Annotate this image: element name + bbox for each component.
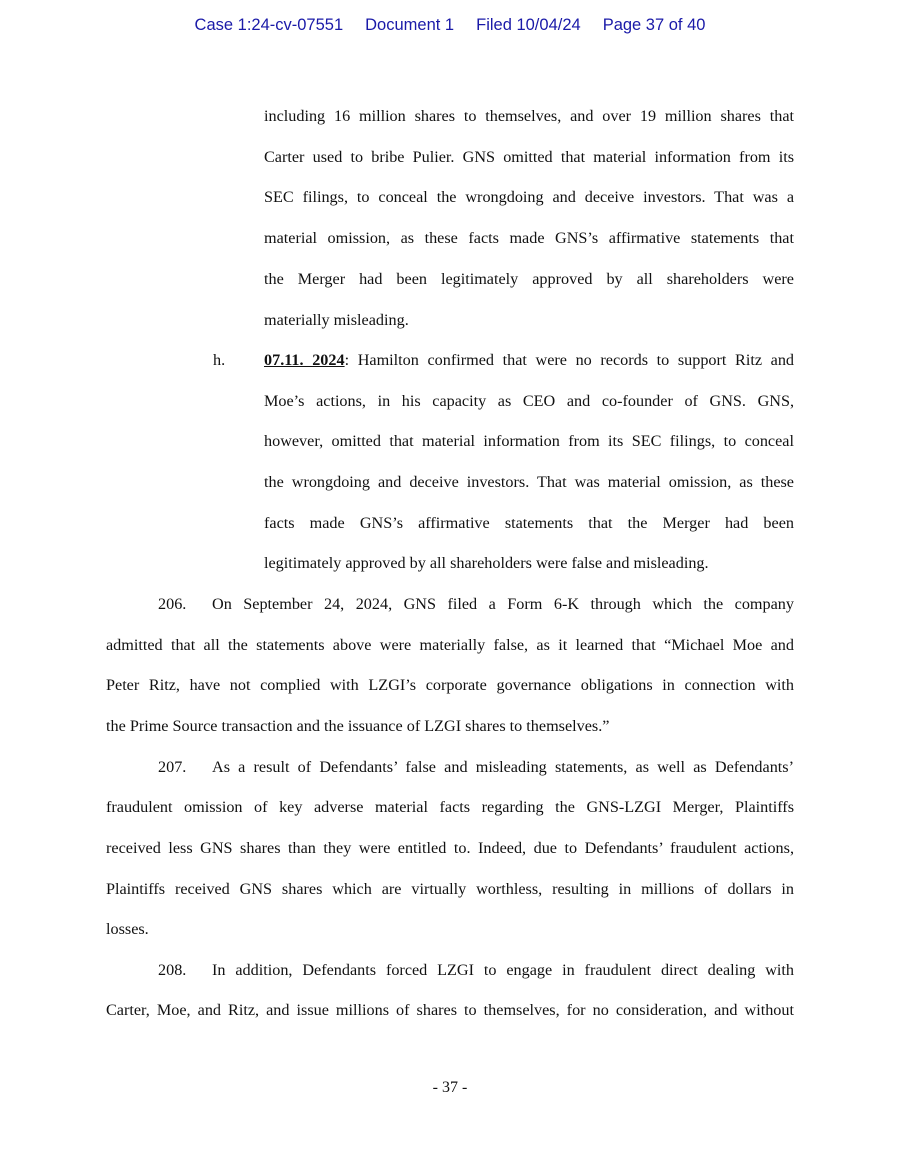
- text-line: admitted that all the statements above were materially false, as it learned that “Michael Moe and: [106, 636, 794, 654]
- text-line: fraudulent omission of key adverse material facts regarding the GNS-LZGI Merger, Plaintiffs: [106, 798, 794, 816]
- page-number: - 37 -: [432, 1079, 468, 1096]
- text-line: the Merger had been legitimately approved by all shareholders were: [264, 270, 794, 288]
- text-line: facts made GNS’s affirmative statements that the Merger had been: [264, 514, 794, 532]
- text-line: As a result of Defendants’ false and misleading statements, as well as Defendants’: [212, 758, 794, 776]
- text-line: Peter Ritz, have not complied with LZGI’s corporate governance obligations in connection with: [106, 676, 794, 694]
- item-h-text: : Hamilton confirmed that were no records to support Ritz and: [344, 351, 795, 369]
- document-number: Document 1: [365, 16, 455, 34]
- text-line: Moe’s actions, in his capacity as CEO and co-founder of GNS. GNS,: [264, 392, 794, 410]
- item-h-first-line: [264, 351, 794, 370]
- text-line: material omission, as these facts made GNS’s affirmative statements that: [264, 229, 794, 247]
- text-line: including 16 million shares to themselves, and over 19 million shares that: [264, 107, 794, 125]
- text-line: SEC filings, to conceal the wrongdoing and deceive investors. That was a: [264, 188, 794, 206]
- text-line: the wrongdoing and deceive investors. That was material omission, as these: [264, 473, 794, 491]
- item-h-date: 07.11. 2024: [264, 351, 345, 369]
- filed-date: Filed 10/04/24: [476, 16, 581, 34]
- paragraph-number: 207.: [158, 758, 187, 776]
- list-marker: h.: [213, 351, 226, 369]
- page-indicator: Page 37 of 40: [602, 16, 706, 34]
- text-line: legitimately approved by all shareholders were false and misleading.: [264, 554, 709, 572]
- paragraph-number: 208.: [158, 961, 187, 979]
- text-line: Carter, Moe, and Ritz, and issue millions of shares to themselves, for no consideration, and without: [106, 1001, 794, 1019]
- paragraph-number: 206.: [158, 595, 187, 613]
- text-line: however, omitted that material information from its SEC filings, to conceal: [264, 432, 794, 450]
- text-line: losses.: [106, 920, 149, 938]
- ecf-header: [0, 16, 900, 35]
- text-line: On September 24, 2024, GNS filed a Form 6-K through which the company: [212, 595, 794, 613]
- text-line: Plaintiffs received GNS shares which are virtually worthless, resulting in millions of dollars in: [106, 880, 794, 898]
- text-line: Carter used to bribe Pulier. GNS omitted that material information from its: [264, 148, 794, 166]
- text-line: In addition, Defendants forced LZGI to engage in fraudulent direct dealing with: [212, 961, 794, 979]
- text-line: materially misleading.: [264, 311, 409, 329]
- case-number: Case 1:24-cv-07551: [194, 16, 344, 34]
- text-line: received less GNS shares than they were entitled to. Indeed, due to Defendants’ fraudulent actions,: [106, 839, 794, 857]
- text-line: the Prime Source transaction and the issuance of LZGI shares to themselves.”: [106, 717, 610, 735]
